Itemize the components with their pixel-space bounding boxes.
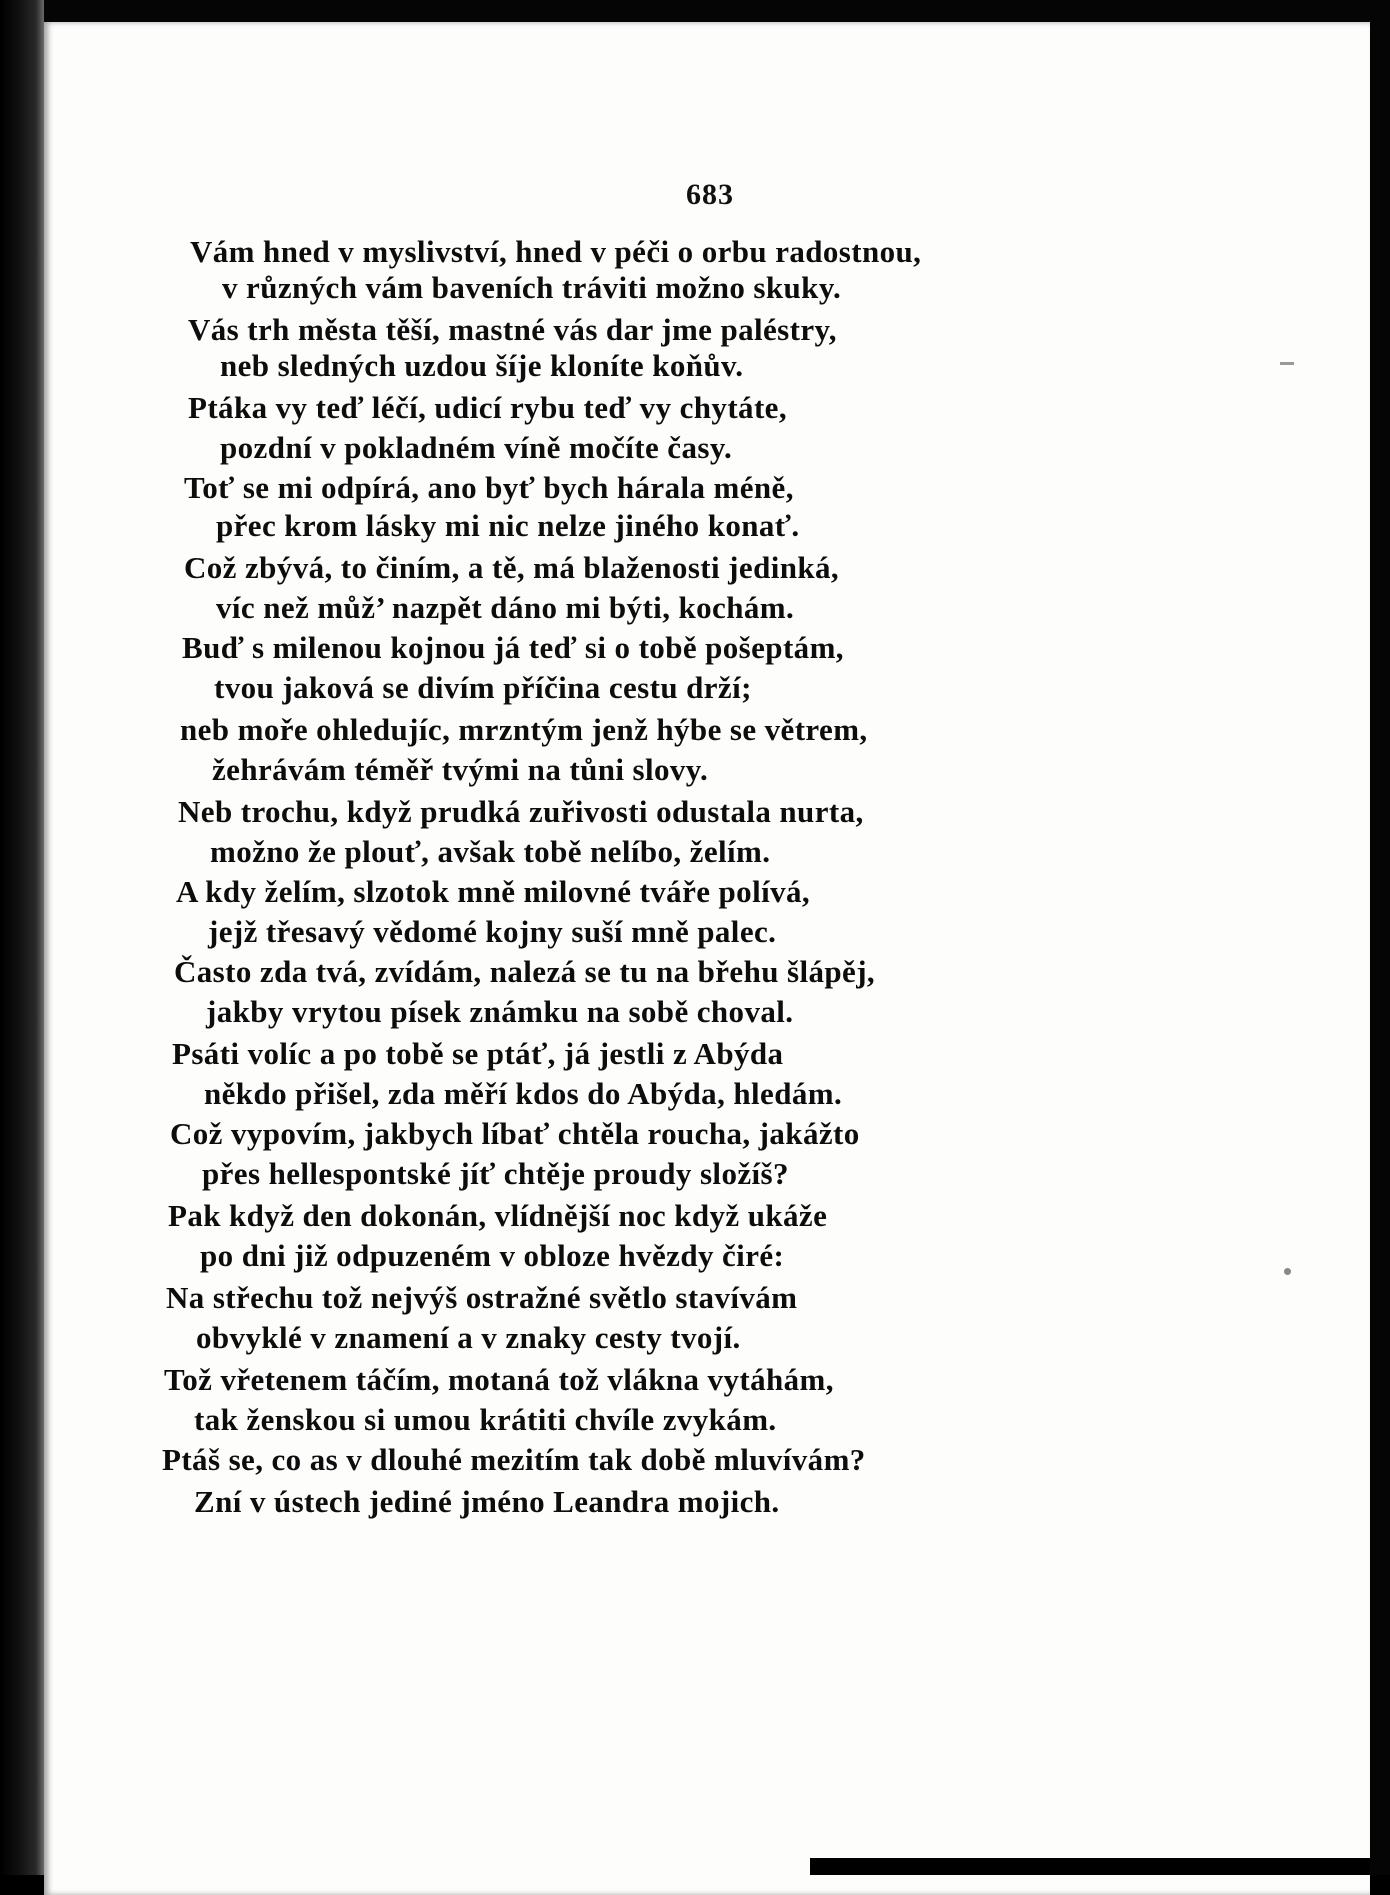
- poem-line: Buď s milenou kojnou já teď si o tobě pošeptám,: [182, 630, 844, 665]
- poem-line: víc než můž’ nazpět dáno mi býti, kochám.: [216, 590, 795, 625]
- poem-line: tvou jaková se divím příčina cestu drží;: [214, 670, 752, 705]
- poem-line: Ptáka vy teď léčí, udicí rybu teď vy chytáte,: [188, 390, 787, 425]
- poem-line: přes hellespontské jíť chtěje proudy složíš?: [202, 1156, 789, 1191]
- poem-line: jejž třesavý vědomé kojny suší mně palec.: [208, 914, 777, 949]
- poem-line: Což zbývá, to činím, a tě, má blaženosti jedinká,: [184, 550, 840, 585]
- poem-line: někdo přišel, zda měří kdos do Abýda, hledám.: [204, 1076, 843, 1111]
- scan-artifact: [1284, 1268, 1291, 1275]
- poem-text: [44, 22, 1370, 1895]
- poem-line: po dni již odpuzeném v obloze hvězdy čiré:: [200, 1238, 785, 1273]
- poem-line: tak ženskou si umou krátiti chvíle zvykám.: [194, 1402, 777, 1437]
- poem-line: A kdy želím, slzotok mně milovné tváře polívá,: [176, 874, 811, 909]
- poem-line: Neb trochu, když prudká zuřivosti odustala nurta,: [178, 794, 864, 829]
- poem-line: neb moře ohledujíc, mrzntým jenž hýbe se větrem,: [180, 712, 868, 747]
- poem-line: přec krom lásky mi nic nelze jiného konať.: [216, 508, 800, 543]
- poem-line: pozdní v pokladném víně močíte časy.: [220, 430, 733, 465]
- poem-line: Vás trh města těší, mastné vás dar jme paléstry,: [188, 312, 837, 347]
- scan-edge-shadow: [810, 1858, 1370, 1875]
- poem-line: Na střechu tož nejvýš ostražné světlo stavívám: [166, 1280, 798, 1315]
- scan-artifact: [1280, 362, 1294, 365]
- book-gutter-shadow: [0, 0, 44, 1875]
- poem-line: neb sledných uzdou šíje kloníte koňův.: [220, 348, 744, 383]
- poem-line: Často zda tvá, zvídám, nalezá se tu na břehu šlápěj,: [174, 954, 876, 989]
- poem-line: Zní v ústech jediné jméno Leandra mojich.: [194, 1484, 780, 1519]
- poem-line: Tož vřetenem táčím, motaná tož vlákna vytáhám,: [164, 1362, 834, 1397]
- poem-line: Toť se mi odpírá, ano byť bych hárala méně,: [184, 470, 794, 505]
- book-page: [44, 22, 1370, 1895]
- poem-line: Pak když den dokonán, vlídnější noc když ukáže: [168, 1198, 828, 1233]
- poem-line: jakby vrytou písek známku na sobě choval.: [206, 994, 794, 1029]
- poem-line: Ptáš se, co as v dlouhé mezitím tak době mluvívám?: [162, 1442, 866, 1477]
- poem-line: Což vypovím, jakbych líbať chtěla roucha, jakážto: [170, 1116, 860, 1151]
- poem-line: Vám hned v myslivství, hned v péči o orbu radostnou,: [190, 234, 922, 269]
- poem-line: Psáti volíc a po tobě se ptáť, já jestli z Abýda: [172, 1036, 784, 1071]
- poem-line: žehrávám téměř tvými na tůni slovy.: [212, 752, 709, 787]
- poem-line: možno že plouť, avšak tobě nelíbo, želím.: [210, 834, 771, 869]
- page-number: 683: [686, 178, 734, 211]
- poem-line: v různých vám baveních tráviti možno skuky.: [222, 270, 842, 305]
- poem-line: obvyklé v znamení a v znaky cesty tvojí.: [196, 1320, 741, 1355]
